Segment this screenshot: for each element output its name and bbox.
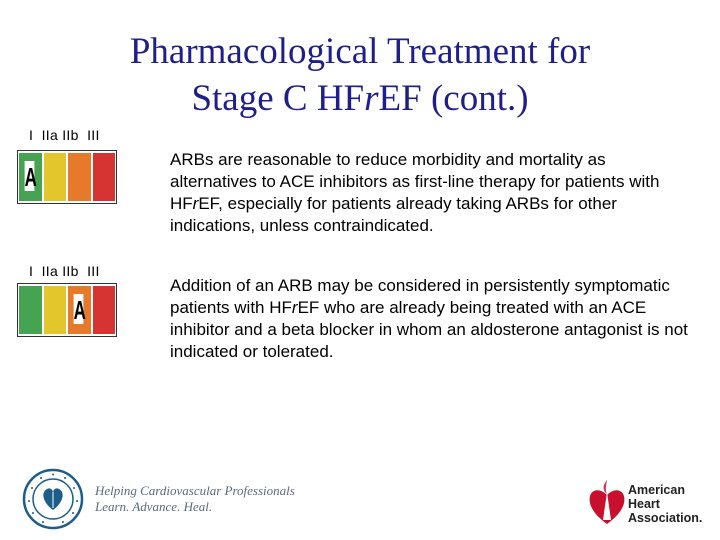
cor-class-i-cell — [19, 286, 42, 334]
title-line-2-prefix: Stage C HF — [191, 78, 365, 119]
cor-header-2: I IIa IIb III — [29, 263, 100, 279]
heart-torch-icon — [587, 478, 627, 531]
title-line-2-italic: r — [364, 78, 379, 119]
cor-loe-box-2 — [17, 283, 117, 337]
cor-class-iii-cell — [93, 286, 116, 334]
recommendation-text-2 — [170, 275, 695, 363]
level-of-evidence-badge: A — [24, 162, 37, 192]
rec2-text-prefix: Addition of an ARB may be considered in persistently symptomatic patients with HF — [170, 276, 670, 317]
aha-wordmark — [628, 483, 702, 525]
aha-line-3: Association. — [628, 511, 703, 525]
cor-loe-box-1 — [17, 150, 117, 204]
cor-class-iib-cell — [68, 286, 91, 334]
aha-line-1: American — [628, 483, 685, 497]
aha-line-2: Heart — [628, 497, 660, 511]
title-line-2-suffix: EF (cont.) — [378, 78, 529, 119]
acc-tagline-line-2: Learn. Advance. Heal. — [95, 499, 213, 514]
cor-class-i-cell — [19, 153, 42, 201]
acc-seal-icon — [22, 468, 84, 535]
title-line-1: Pharmacological Treatment for — [129, 31, 591, 72]
acc-tagline-line-1: Helping Cardiovascular Professionals — [95, 483, 295, 498]
rec1-text-suffix: EF, especially for patients already taking ARBs for other indications, unless contraindicated. — [170, 194, 617, 235]
level-of-evidence-badge: A — [73, 295, 86, 325]
cor-class-iib-cell — [68, 153, 91, 201]
cor-class-iia-cell — [44, 286, 67, 334]
rec2-text-suffix: EF who are already being treated with an ACE inhibitor and a beta blocker in whom an aldosterone antagonist is not indicated or tolerated. — [170, 298, 688, 361]
slide-title — [60, 28, 660, 122]
recommendation-text-1 — [170, 149, 695, 237]
rec2-text-italic: r — [291, 298, 298, 317]
cor-class-iii-cell — [93, 153, 116, 201]
title-line-2 — [60, 75, 660, 122]
rec1-text-prefix: ARBs are reasonable to reduce morbidity and mortality as alternatives to ACE inhibitors as first-line therapy for patients with HF — [170, 150, 660, 213]
cor-class-iia-cell — [44, 153, 67, 201]
acc-tagline — [95, 483, 295, 515]
cor-header-1: I IIa IIb III — [29, 127, 100, 143]
rec1-text-italic: r — [192, 194, 199, 213]
